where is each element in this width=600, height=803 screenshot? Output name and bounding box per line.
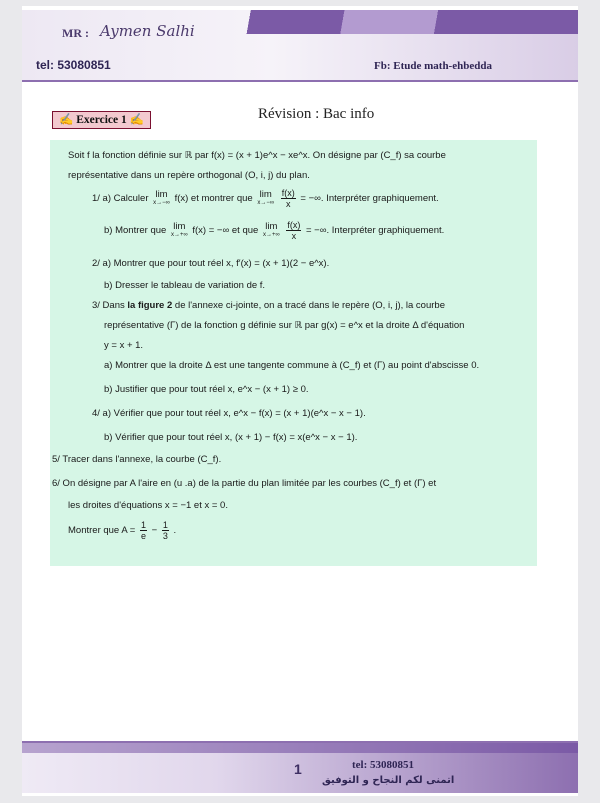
q6-end: .: [173, 525, 177, 537]
question-2a: 2/ a) Montrer que pour tout réel x, f′(x) = (x + 1)(2 − e^x).: [92, 258, 330, 269]
question-4a: 4/ a) Vérifier que pour tout réel x, e^x − f(x) = (x + 1)(e^x − x − 1).: [92, 408, 366, 419]
q6-fraction-2-num: 1: [162, 520, 168, 530]
q1b-limit-2-top: lim: [265, 220, 278, 232]
question-6-line-3: [68, 520, 176, 541]
q3-text-pre: 3/ Dans: [92, 300, 128, 311]
question-4b: b) Vérifier que pour tout réel x, (x + 1) − f(x) = x(e^x − x − 1).: [104, 432, 358, 443]
question-3-line-3: y = x + 1.: [104, 340, 144, 351]
q1a-fraction: [281, 188, 296, 209]
q1b-fraction-num: f(x): [287, 220, 301, 230]
question-3b: b) Justifier que pour tout réel x, e^x − (x + 1) ≥ 0.: [104, 384, 309, 395]
header-phone: tel: 53080851: [36, 58, 111, 72]
q6-fraction-2: [162, 520, 169, 541]
header-stripe: [222, 10, 578, 34]
header-band: [22, 10, 578, 82]
document-page: [22, 6, 578, 796]
q1a-fraction-den: x: [286, 199, 291, 209]
mr-label: MR :: [62, 26, 89, 40]
question-3-line-1: [92, 300, 445, 311]
statement-line-1: Soit f la fonction définie sur ℝ par f(x) = (x + 1)e^x − xe^x. On désigne par (C_f) sa courbe: [68, 150, 446, 161]
q6-fraction-1-den: e: [140, 531, 146, 541]
q6-fraction-2-den: 3: [162, 531, 168, 541]
q1b-limit-2-sub: x→+∞: [262, 231, 280, 238]
q1b-text-pre: b) Montrer que: [104, 225, 167, 237]
footer-band: [22, 741, 578, 793]
exercise-box: [50, 140, 537, 566]
exercise-label: ✍ Exercice 1 ✍: [52, 111, 151, 129]
question-6-line-2: les droites d'équations x = −1 et x = 0.: [68, 500, 228, 511]
page-title: Révision : Bac info: [258, 106, 375, 122]
q6-fraction-1-num: 1: [140, 520, 146, 530]
q1a-text-pre: 1/ a) Calculer: [92, 193, 149, 205]
q1b-limit-2: [263, 222, 280, 240]
q1b-fraction-den: x: [291, 231, 297, 241]
footer-phone: tel: 53080851: [352, 759, 415, 771]
question-6-line-1: 6/ On désigne par A l'aire en (u .a) de la partie du plan limitée par les courbes (C_f) et (Γ) et: [52, 478, 437, 489]
statement-line-2: représentative dans un repère orthogonal (O, i, j) du plan.: [68, 170, 310, 181]
q1b-text-mid: f(x) = −∞ et que: [192, 225, 259, 237]
q6-minus: −: [151, 525, 158, 537]
author-name: Aymen Salhi: [100, 22, 195, 40]
q1a-limit-2-sub: x→−∞: [257, 199, 275, 206]
q1a-limit-2: [257, 190, 274, 208]
q3-figure-ref: la figure 2: [127, 300, 173, 311]
q1a-fraction-num: f(x): [281, 188, 295, 198]
q3-text-post: de l'annexe ci-jointe, on a tracé dans le repère (O, i, j), la courbe: [172, 300, 445, 311]
q1a-text-mid: f(x) et montrer que: [174, 193, 253, 205]
page-number: 1: [294, 761, 302, 777]
q6-fraction-1: [140, 520, 147, 541]
question-3a: a) Montrer que la droite Δ est une tangente commune à (C_f) et (Γ) au point d'abscisse 0.: [104, 360, 480, 371]
question-1a: [92, 188, 439, 209]
q1a-text-post: = −∞. Interpréter graphiquement.: [300, 193, 439, 205]
q1b-fraction: [286, 220, 301, 241]
q6-text-pre: Montrer que A =: [68, 525, 136, 537]
q1b-limit-1: [171, 222, 188, 240]
header-facebook: Fb: Etude math-ehbedda: [374, 60, 492, 72]
question-2b: b) Dresser le tableau de variation de f.: [104, 280, 266, 291]
q1b-limit-1-top: lim: [173, 220, 186, 232]
q1b-limit-1-sub: x→+∞: [170, 231, 188, 238]
question-3-line-2: représentative (Γ) de la fonction g définie sur ℝ par g(x) = e^x et la droite Δ d'équation: [104, 320, 465, 331]
q1a-limit-1: [153, 190, 170, 208]
footer-arabic-wish: اتمنى لكم النجاح و التوفيق: [322, 775, 455, 786]
question-5: 5/ Tracer dans l'annexe, la courbe (C_f).: [52, 454, 222, 465]
q1b-text-post: = −∞. Interpréter graphiquement.: [306, 225, 445, 237]
q1a-limit-2-top: lim: [259, 188, 272, 200]
q1a-limit-1-top: lim: [155, 188, 168, 200]
footer-stripe: [22, 743, 578, 753]
q1a-limit-1-sub: x→−∞: [153, 199, 170, 206]
question-1b: [104, 220, 444, 241]
